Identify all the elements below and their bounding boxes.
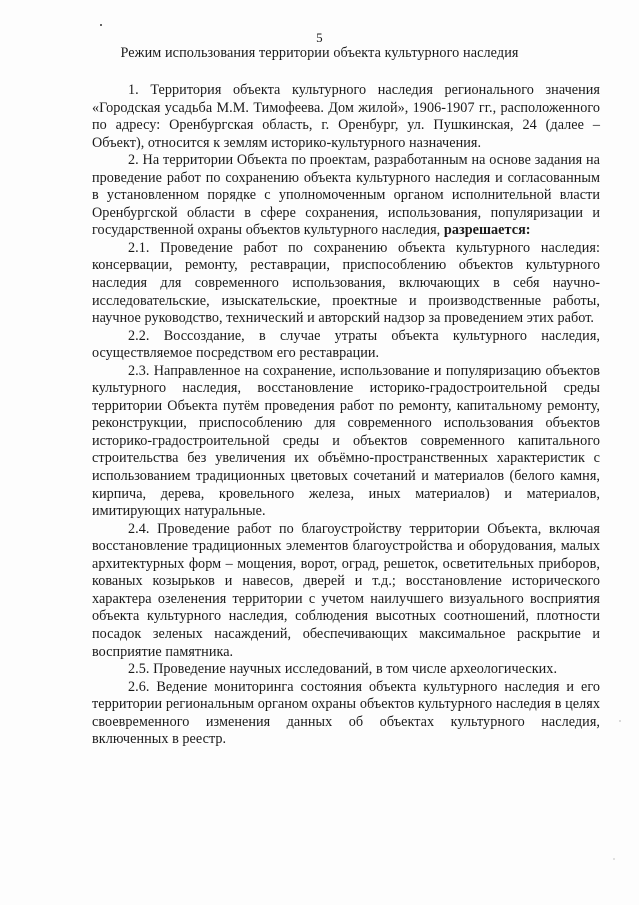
paragraph-2-4: 2.4. Проведение работ по благоустройству территории Объекта, включая восстановление традиционных элементов благоустройства и оборудования, малых архитектурных форм – мощения, ворот, оград, решеток, осветительных приборов, кованых козырьков и навесов, дверей и т.д.; восстановление исторического характера озеленения территории с учетом наилучшего визуального восприятия объекта культурного наследия, соблюдения высотных соотношений, плотности посадок зеленых насаждений, обеспечивающих максимальное раскрытие и восприятие памятника. [92, 520, 600, 660]
document-body [92, 82, 600, 749]
paragraph-2-5: 2.5. Проведение научных исследований, в том числе археологических. [128, 661, 558, 678]
paragraph-2-3: 2.3. Направленное на сохранение, использование и популяризацию объектов культурного наследия, восстановление историко-градостроительной среды территории Объекта путём проведения работ по ремонту, капитальному ремонту, реконструкции, приспособлению для современного использования объектов историко-градостроительной среды и объектов современного капитального строительства без увеличения их объёмно-пространственных характеристик с использованием традиционных цветовых сочетаний и материалов (белого камня, кирпича, дерева, кровельного железа, иных материалов) и материалов, имитирующих натуральные. [92, 362, 600, 520]
paragraph-1: 1. Территория объекта культурного наследия регионального значения «Городская усадьба М.М. Тимофеева. Дом жилой», 1906-1907 гг., расположенного по адресу: Оренбургская область, г. Оренбург, ул. Пушкинская, 24 (далее – Объект), относится к землям историко-культурного назначения. [92, 82, 600, 151]
scan-speck [613, 858, 615, 860]
section-title: Режим использования территории объекта культурного наследия [120, 45, 519, 61]
paragraph-2-2: 2.2. Воссоздание, в случае утраты объекта культурного наследия, осуществляемое посредством его реставрации. [92, 327, 600, 362]
paragraph-2-text: 2. На территории Объекта по проектам, разработанным на основе задания на проведение работ по сохранению объекта культурного наследия и согласованным в установленном порядке с уполномоченным органом исполнительной власти Оренбургской области в сфере сохранения, использования, популяризации и государственной охраны объектов культурного наследия, [92, 152, 600, 239]
paragraph-2-bold-tail: разрешается: [443, 222, 531, 239]
scan-speck [619, 720, 621, 722]
page-number: 5 [316, 30, 323, 45]
paragraph-2 [92, 152, 600, 240]
paragraph-2-1: 2.1. Проведение работ по сохранению объекта культурного наследия: консервации, ремонту, реставрации, приспособлению объектов культурного наследия для современного использования, включающих в себя научно-исследовательские, изыскательские, проектные и производственные работы, научное руководство, технический и авторский надзор за проведением этих работ. [92, 239, 600, 327]
paragraph-2-6: 2.6. Ведение мониторинга состояния объекта культурного наследия и его территории региональным органом охраны объектов культурного наследия в целях своевременного изменения данных об объектах культурного наследия, включенных в реестр. [92, 678, 600, 748]
scan-speck [100, 24, 102, 26]
